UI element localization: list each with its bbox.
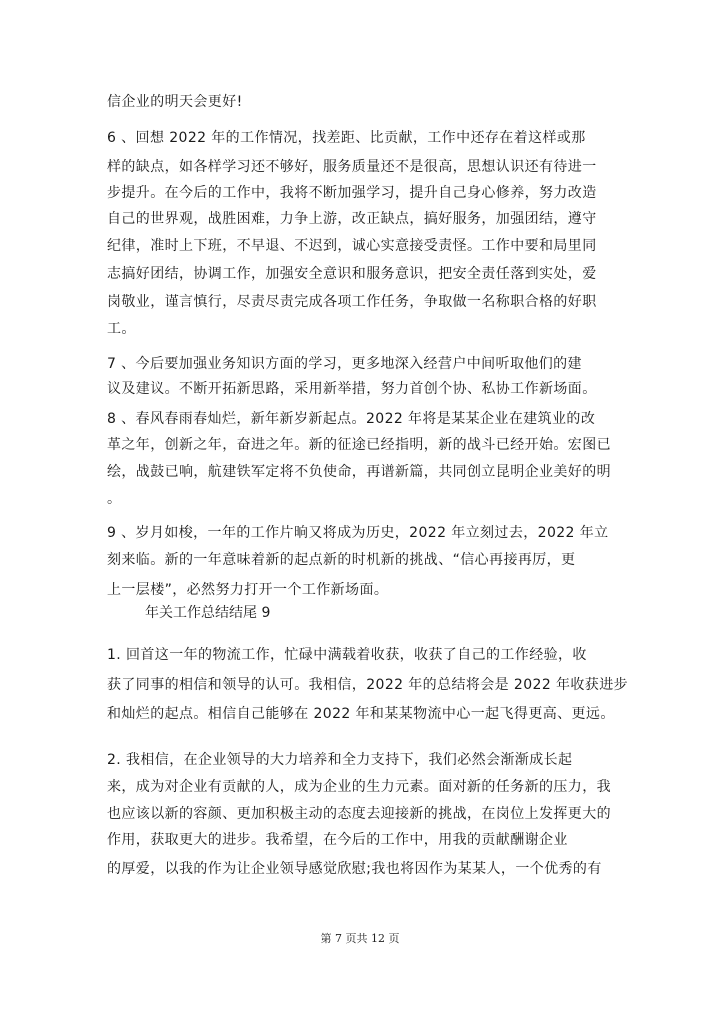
text-line: 工。 bbox=[107, 321, 136, 337]
text-line: 作用，获取更大的进步。我希望，在今后的工作中，用我的贡献酬谢企业 bbox=[107, 832, 568, 848]
text-line: 2. 我相信，在企业领导的大力培养和全力支持下，我们必然会渐渐成长起 bbox=[107, 752, 573, 768]
text-line: 自己的世界观，战胜困难，力争上游，改正缺点，搞好服务，加强团结，遵守 bbox=[107, 211, 597, 227]
text-line: 获了同事的相信和领导的认可。我相信，2022 年的总结将会是 2022 年收获进步 bbox=[107, 677, 629, 693]
text-line: 志搞好团结，协调工作，加强安全意识和服务意识，把安全责任落到实处，爱 bbox=[107, 266, 597, 282]
text-line: 和灿烂的起点。相信自己能够在 2022 年和某某物流中心一起飞得更高、更远。 bbox=[107, 706, 615, 722]
text-line: 6 、回想 2022 年的工作情况，找差距、比贡献，工作中还存在着这样或那 bbox=[107, 130, 586, 146]
text-line: 来，成为对企业有贡献的人，成为企业的生力元素。面对新的任务新的压力，我 bbox=[107, 779, 611, 795]
section-heading: 年关工作总结结尾 9 bbox=[145, 605, 271, 621]
text-line: 信企业的明天会更好! bbox=[107, 94, 243, 110]
text-line: 9 、岁月如梭，一年的工作片晌又将成为历史，2022 年立刻过去，2022 年立 bbox=[107, 525, 609, 541]
text-line: 样的缺点，如各样学习还不够好，服务质量还不是很高，思想认识还有待进一 bbox=[107, 159, 597, 175]
text-line: 的厚爱，以我的作为让企业领导感觉欣慰;我也将因作为某某人，一个优秀的有 bbox=[107, 861, 602, 877]
text-line: 纪律，准时上下班，不早退、不迟到，诚心实意接受责怪。工作中要和局里同 bbox=[107, 238, 597, 254]
text-line: 刻来临。新的一年意味着新的起点新的时机新的挑战、“信心再接再厉，更 bbox=[107, 552, 576, 568]
text-line: 岗敬业，谨言慎行，尽责尽责完成各项工作任务，争取做一名称职合格的好职 bbox=[107, 294, 597, 310]
text-line: 绘，战鼓已响，航建铁军定将不负使命，再谱新篇，共同创立昆明企业美好的明 bbox=[107, 464, 611, 480]
text-line: 8 、春风春雨春灿烂，新年新岁新起点。2022 年将是某某企业在建筑业的改 bbox=[107, 411, 596, 427]
text-line: 议及建议。不断开拓新思路，采用新举措，努力首创个协、私协工作新场面。 bbox=[107, 381, 597, 397]
text-line: 革之年，创新之年，奋进之年。新的征途已经指明，新的战斗已经开始。宏图已 bbox=[107, 437, 611, 453]
text-line: 步提升。在今后的工作中，我将不断加强学习，提升自己身心修养，努力改造 bbox=[107, 185, 597, 201]
text-line: 。 bbox=[107, 491, 122, 507]
text-line: 也应该以新的容颜、更加积极主动的态度去迎接新的挑战，在岗位上发挥更大的 bbox=[107, 806, 611, 822]
page-number-footer: 第 7 页共 12 页 bbox=[320, 932, 400, 945]
text-line: 上一层楼”，必然努力打开一个工作新场面。 bbox=[107, 582, 389, 598]
text-line: 7 、今后要加强业务知识方面的学习，更多地深入经营户中间听取他们的建 bbox=[107, 356, 582, 372]
text-line: 1. 回首这一年的物流工作，忙碌中满载着收获，收获了自己的工作经验，收 bbox=[107, 647, 587, 663]
